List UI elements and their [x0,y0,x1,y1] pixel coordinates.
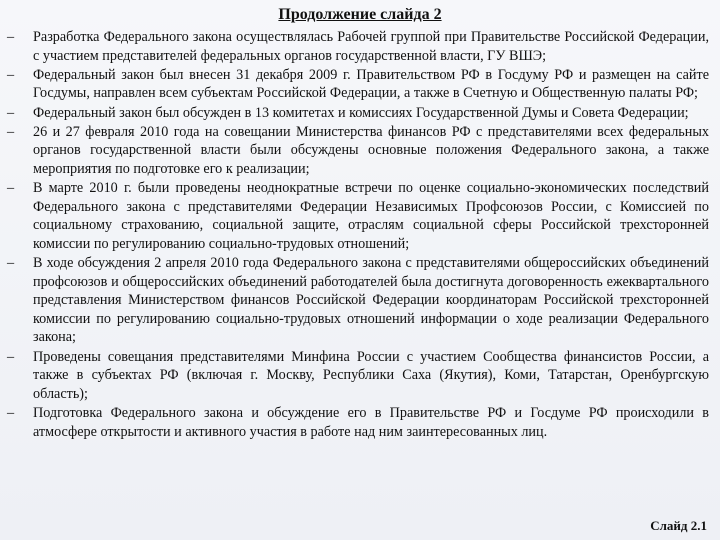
list-item-text: Разработка Федерального закона осуществлялась Рабочей группой при Правительстве Российской Федерации, с участием представителей федеральных органов государственной власти, ГУ ВШЭ; [33,29,709,64]
bullet-dash: – [7,405,15,422]
slide-title: Продолжение слайда 2 [278,6,442,23]
bullet-dash: – [7,29,15,45]
bullet-dash: – [7,180,15,197]
list-item-text: Федеральный закон был обсужден в 13 комитетах и комиссиях Государственной Думы и Совета Федерации; [33,104,689,121]
list-item-text: 26 и 27 февраля 2010 года на совещании Министерства финансов РФ с представителями всех федеральных органов государственной власти были обсуждены основные положения Федерального закона, а также мероприятия по подготовке его к реализации; [33,123,709,177]
list-item [0,104,720,123]
list-item-text: В марте 2010 г. были проведены неоднократные встречи по оценке социально-экономических последствий Федерального закона с представителями Федерации Независимых Профсоюзов России, с Комиссией по социальному страхованию, социальной защите, отраслям социальной сферы Российской трехсторонней комиссии по регулированию социально-трудовых отношений; [33,180,709,252]
bullet-dash: – [7,66,15,83]
slide-number: Слайд 2.1 [650,518,707,533]
bullet-list [0,28,720,442]
list-item-text: Федеральный закон был внесен 31 декабря 2009 г. Правительством РФ в Госдуму РФ и размещен на сайте Госдумы, направлен всем субъектам Российской Федерации, а также в Счетную и Общественную палаты РФ; [33,66,709,102]
list-item-text: Подготовка Федерального закона и обсуждение его в Правительстве РФ и Госдуме РФ происходили в атмосфере открытости и активного участия в работе над ним заинтересованных лиц. [33,405,709,440]
bullet-dash: – [7,104,15,121]
list-item [0,254,720,347]
list-item [0,348,720,404]
list-item-text: Проведены совещания представителями Минфина России с участием Сообщества финансистов России, а также в субъектах РФ (включая г. Москву, Республики Саха (Якутия), Коми, Татарстан, Оренбургскую область); [33,348,709,402]
list-item [0,404,720,441]
bullet-dash: – [7,123,15,140]
list-item-text: В ходе обсуждения 2 апреля 2010 года Федерального закона с представителями общероссийских объединений профсоюзов и общероссийских объединений работодателей была достигнута договоренность ежеквартального представления Министерством финансов Российской Федерации координаторам Российской трехсторонней комиссии по регулированию социально-трудовых отношений информации о ходе реализации Федерального закона; [33,255,709,346]
bullet-dash: – [7,255,15,272]
list-item [0,179,720,253]
list-item [0,66,720,103]
list-item [0,28,720,65]
bullet-dash: – [7,348,15,365]
list-item [0,123,720,179]
